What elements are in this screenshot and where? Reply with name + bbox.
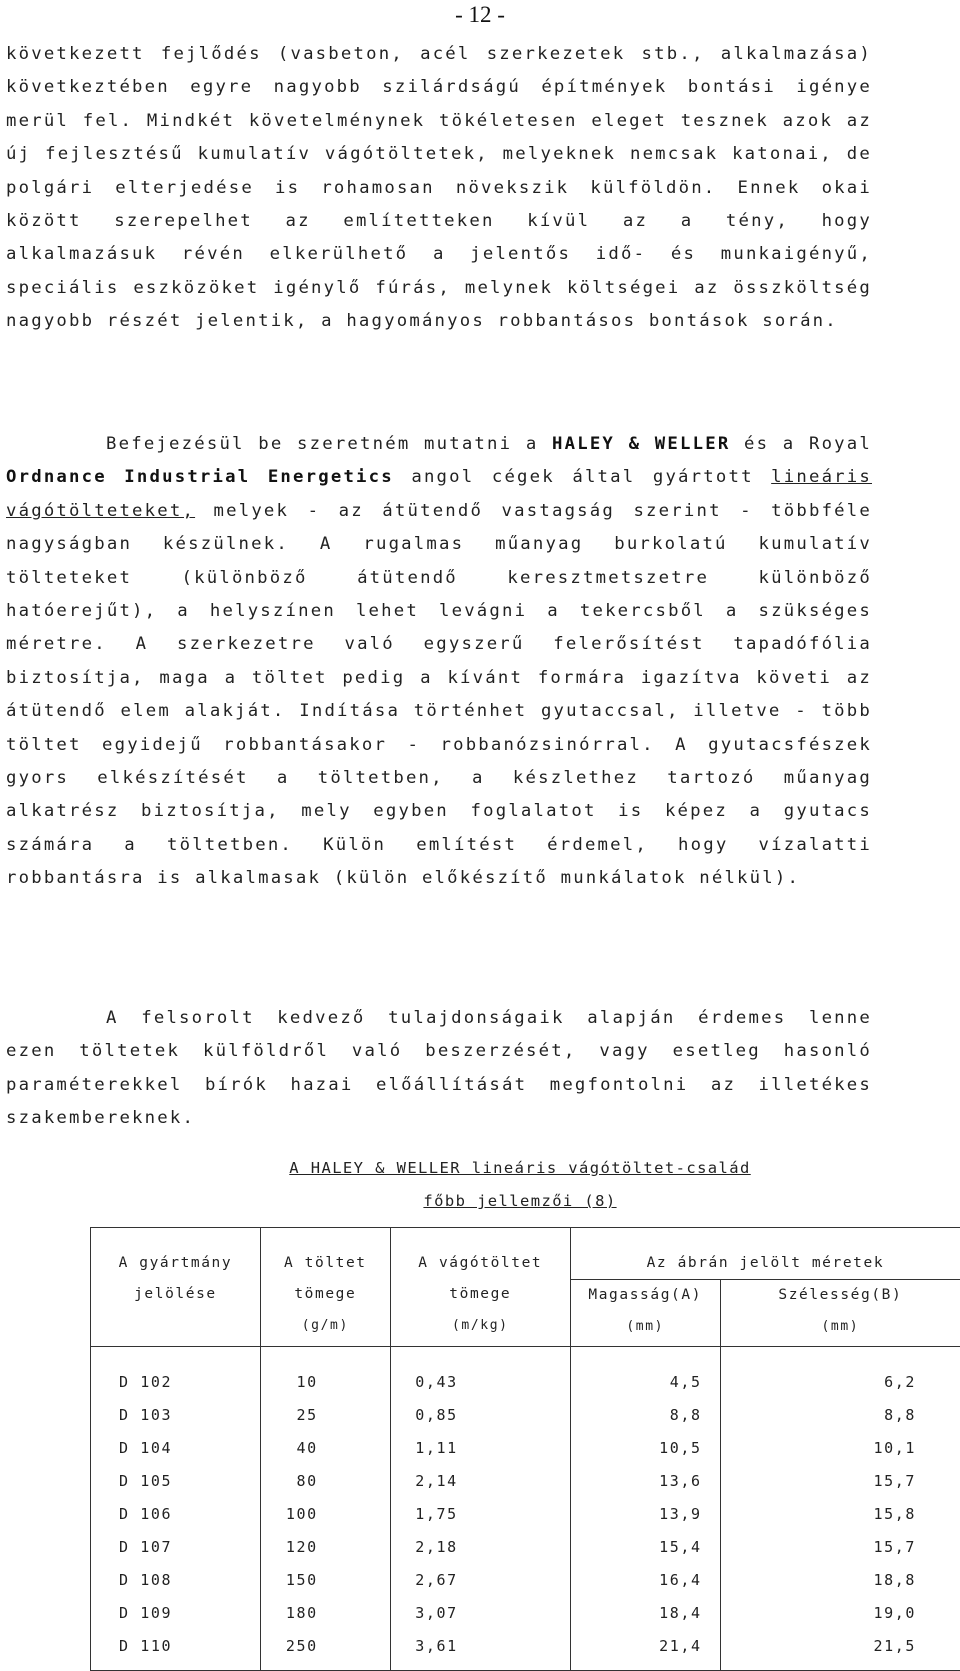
cell-width: 19,0 (720, 1596, 960, 1629)
header-height (570, 1280, 720, 1347)
header-product-code-line2: jelölése (95, 1279, 256, 1310)
cell-height: 15,4 (570, 1530, 720, 1563)
header-width-unit: (mm) (725, 1311, 956, 1342)
paragraph-1: következett fejlődés (vasbeton, acél szerkezetek stb., alkalmazása) következtében egyre nagyobb szilárdságú építmények bontási igénye merül fel. Mindkét követelménynek tökéletesen eleget tesznek azok az új fejlesztésű kumulatív vágótöltetek, melyeknek nemcsak katonai, de polgári elterjedése is rohamosan növekszik külföldön. Ennek okai között szerepelhet az említetteken kívül az a tény, hogy alkalmazásuk révén elkerülhető a jelentős idő- és munkaigényű, speciális eszközöket igénylő fúrás, melynek költségei az összköltség nagyobb részét jelentik, a hagyományos robbantásos bontások során. (6, 38, 872, 339)
cell-charge-mass: 250 (260, 1629, 390, 1671)
cell-height: 21,4 (570, 1629, 720, 1671)
underlined-term: lineáris vágótölteteket, (6, 467, 872, 520)
table-row (91, 1596, 960, 1629)
cell-cutting-charge-mass: 0,43 (390, 1347, 570, 1399)
header-dimensions-group: Az ábrán jelölt méretek (570, 1228, 960, 1280)
header-charge-mass-line1: A töltet (265, 1248, 386, 1279)
cell-cutting-charge-mass: 2,14 (390, 1464, 570, 1497)
header-width (720, 1280, 960, 1347)
cell-charge-mass: 10 (260, 1347, 390, 1399)
cell-width: 15,8 (720, 1497, 960, 1530)
company-name-royal-ordnance: Ordnance Industrial Energetics (6, 467, 394, 487)
header-height-unit: (mm) (575, 1311, 716, 1342)
cell-product-code: D 110 (91, 1629, 261, 1671)
cell-charge-mass: 100 (260, 1497, 390, 1530)
header-cutting-charge-line2: tömege (395, 1279, 566, 1310)
header-charge-mass-line2: tömege (265, 1279, 386, 1310)
table-row (91, 1347, 960, 1399)
cell-charge-mass: 25 (260, 1398, 390, 1431)
cell-charge-mass: 150 (260, 1563, 390, 1596)
paragraph-2 (6, 428, 872, 896)
table-row (91, 1431, 960, 1464)
table-row (91, 1530, 960, 1563)
header-cutting-charge-mass (390, 1228, 570, 1347)
table-row (91, 1497, 960, 1530)
cell-product-code: D 108 (91, 1563, 261, 1596)
cell-height: 16,4 (570, 1563, 720, 1596)
cell-cutting-charge-mass: 3,07 (390, 1596, 570, 1629)
cell-height: 8,8 (570, 1398, 720, 1431)
cell-product-code: D 102 (91, 1347, 261, 1399)
cell-height: 4,5 (570, 1347, 720, 1399)
header-width-label: Szélesség(B) (725, 1280, 956, 1311)
cell-width: 21,5 (720, 1629, 960, 1671)
cell-cutting-charge-mass: 1,11 (390, 1431, 570, 1464)
company-name-haley-weller: HALEY & WELLER (552, 434, 730, 454)
paragraph-2-text-2: és a Royal (730, 434, 872, 454)
page-number: - 12 - (0, 2, 960, 28)
spec-table (90, 1227, 960, 1671)
table-row (91, 1464, 960, 1497)
cell-cutting-charge-mass: 3,61 (390, 1629, 570, 1671)
header-cutting-charge-unit: (m/kg) (395, 1310, 566, 1341)
cell-product-code: D 105 (91, 1464, 261, 1497)
header-product-code (91, 1228, 261, 1347)
cell-height: 18,4 (570, 1596, 720, 1629)
cell-product-code: D 106 (91, 1497, 261, 1530)
header-cutting-charge-line1: A vágótöltet (395, 1248, 566, 1279)
cell-width: 10,1 (720, 1431, 960, 1464)
cell-width: 15,7 (720, 1530, 960, 1563)
table-row (91, 1629, 960, 1671)
cell-height: 10,5 (570, 1431, 720, 1464)
table-row (91, 1398, 960, 1431)
cell-cutting-charge-mass: 0,85 (390, 1398, 570, 1431)
cell-cutting-charge-mass: 2,67 (390, 1563, 570, 1596)
cell-charge-mass: 180 (260, 1596, 390, 1629)
header-charge-mass-unit: (g/m) (265, 1310, 386, 1341)
cell-product-code: D 104 (91, 1431, 261, 1464)
cell-cutting-charge-mass: 1,75 (390, 1497, 570, 1530)
paragraph-3: A felsorolt kedvező tulajdonságaik alapján érdemes lenne ezen töltetek külföldről való beszerzését, vagy esetleg hasonló paraméterekkel bírók hazai előállítását megfontolni az illetékes szakembereknek. (6, 1002, 872, 1136)
cell-product-code: D 107 (91, 1530, 261, 1563)
table-row (91, 1563, 960, 1596)
cell-product-code: D 109 (91, 1596, 261, 1629)
cell-height: 13,9 (570, 1497, 720, 1530)
paragraph-2-text-3: angol cégek által gyártott (394, 467, 771, 487)
cell-height: 13,6 (570, 1464, 720, 1497)
cell-charge-mass: 80 (260, 1464, 390, 1497)
paragraph-2-text-1: Befejezésül be szeretném mutatni a (106, 434, 552, 454)
cell-charge-mass: 120 (260, 1530, 390, 1563)
header-height-label: Magasság(A) (575, 1280, 716, 1311)
header-charge-mass (260, 1228, 390, 1347)
cell-width: 6,2 (720, 1347, 960, 1399)
cell-width: 8,8 (720, 1398, 960, 1431)
cell-width: 15,7 (720, 1464, 960, 1497)
cell-product-code: D 103 (91, 1398, 261, 1431)
cell-width: 18,8 (720, 1563, 960, 1596)
cell-charge-mass: 40 (260, 1431, 390, 1464)
table-title: A HALEY & WELLER lineáris vágótöltet-család (0, 1152, 960, 1185)
header-product-code-line1: A gyártmány (95, 1248, 256, 1279)
table-subtitle: főbb jellemzői (8) (0, 1185, 960, 1218)
cell-cutting-charge-mass: 2,18 (390, 1530, 570, 1563)
paragraph-2-text-4: melyek - az átütendő vastagság szerint - többféle nagyságban készülnek. A rugalmas műanyag burkolatú kumulatív tölteteket (különböző átütendő keresztmetszetre különböző hatóerejűt), a helyszínen lehet levágni a tekercsből a szükséges méretre. A szerkezetre való egyszerű felerősítést tapadófólia biztosítja, maga a töltet pedig a kívánt formára igazítva követi az átütendő elem alakját. Indítása történhet gyutaccsal, illetve - több töltet egyidejű robbantásakor - robbanózsinórral. A gyutacsfészek gyors elkészítését a töltetben, a készlethez tartozó műanyag alkatrész biztosítja, mely egyben foglalatot is képez a gyutacs számára a töltetben. Külön említést érdemel, hogy vízalatti robbantásra is alkalmasak (külön előkészítő munkálatok nélkül). (6, 501, 872, 888)
